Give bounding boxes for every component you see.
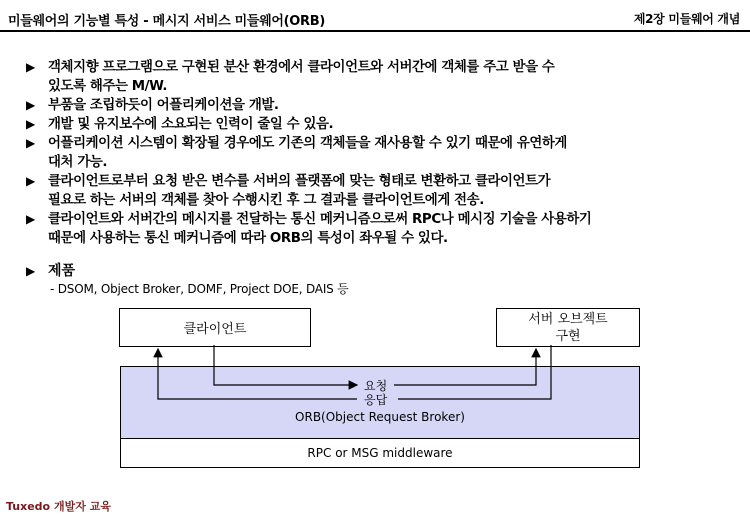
server-label-line: 서버 오브젝트 bbox=[528, 311, 608, 327]
bullet-line: 대처 가능. bbox=[48, 155, 108, 170]
bullet-line: 어플리케이션 시스템이 확장될 경우에도 기존의 객체들을 재사용할 수 있기 때문에 유연하게 bbox=[48, 136, 567, 151]
products-list: - DSOM, Object Broker, DOMF, Project DOE, DAIS 등 bbox=[50, 282, 349, 296]
chapter-title: 제2장 미들웨어 개념 bbox=[633, 12, 740, 26]
client-box: 클라이언트 bbox=[119, 308, 311, 347]
triangle-bullet-icon: ▶ bbox=[26, 212, 35, 226]
triangle-bullet-icon: ▶ bbox=[26, 174, 35, 188]
slide-title: 미들웨어의 기능별 특성 - 메시지 서비스 미들웨어(ORB) bbox=[8, 14, 325, 29]
server-label-line: 구현 bbox=[555, 328, 581, 344]
triangle-bullet-icon: ▶ bbox=[26, 264, 36, 278]
bullet-line: 클라이언트로부터 요청 받은 변수를 서버의 플랫폼에 맞는 형태로 변환하고 클라이언트가 bbox=[48, 174, 551, 189]
bullet-line: 때문에 사용하는 통신 메커니즘에 따라 ORB의 특성이 좌우될 수 있다. bbox=[48, 231, 448, 246]
bullet-line: 클라이언트와 서버간의 메시지를 전달하는 통신 메커니즘으로써 RPC나 메시징 기술을 사용하기 bbox=[48, 212, 592, 227]
triangle-bullet-icon: ▶ bbox=[26, 98, 35, 112]
response-arrow-left bbox=[158, 349, 357, 399]
triangle-bullet-icon: ▶ bbox=[26, 136, 35, 150]
footer-label: Tuxedo 개발자 교육 bbox=[6, 500, 111, 513]
bullet-line: 개발 및 유지보수에 소요되는 인력이 줄일 수 있음. bbox=[48, 117, 334, 132]
bullet-line: 있도록 해주는 M/W. bbox=[48, 79, 168, 94]
bullet-line: 부품을 조립하듯이 어플리케이션을 개발. bbox=[48, 98, 279, 113]
request-arrow-left bbox=[214, 345, 357, 385]
request-label: 요청 bbox=[364, 379, 388, 393]
rpc-layer: RPC or MSG middleware bbox=[120, 438, 640, 468]
orb-label: ORB(Object Request Broker) bbox=[295, 410, 465, 424]
bullet-line: 필요로 하는 서버의 객체를 찾아 수행시킨 후 그 결과를 클라이언트에게 전송. bbox=[48, 193, 484, 208]
request-arrow-right bbox=[394, 349, 536, 385]
response-arrow-right bbox=[398, 345, 551, 399]
triangle-bullet-icon: ▶ bbox=[26, 117, 35, 131]
products-title-text: 제품 bbox=[48, 263, 76, 279]
response-label: 응답 bbox=[364, 393, 388, 407]
triangle-bullet-icon: ▶ bbox=[26, 60, 35, 74]
bullet-line: 객체지향 프로그램으로 구현된 분산 환경에서 클라이언트와 서버간에 객체를 주고 받을 수 bbox=[48, 60, 555, 75]
